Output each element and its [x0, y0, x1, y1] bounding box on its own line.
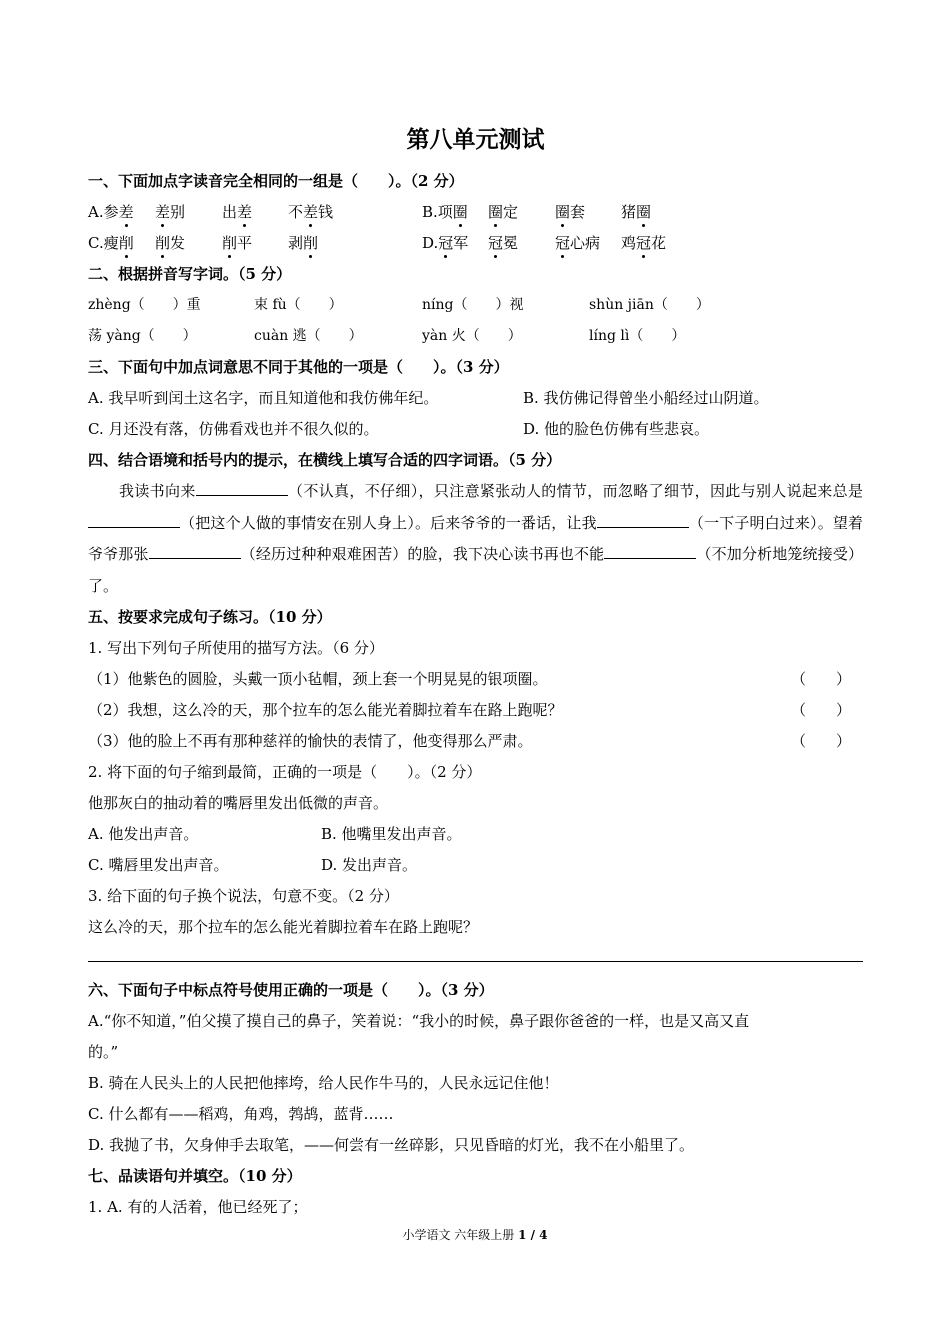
s1-b3: 圈套 — [555, 197, 621, 228]
s3-row-ab — [88, 383, 863, 414]
s1-c3: 削平 — [222, 228, 288, 259]
s1-a3: 出差 — [222, 197, 288, 228]
s5-q1-item-3 — [88, 726, 863, 757]
s2-row-1 — [88, 290, 863, 321]
section-5-heading: 五、按要求完成句子练习。（10 分） — [88, 608, 332, 626]
s5-q1-item-2 — [88, 695, 863, 726]
s1-d3: 冠心病 — [555, 228, 621, 259]
s1-c2: 削发 — [155, 228, 222, 259]
s1-b4: 猪圈 — [621, 197, 651, 228]
s1-d2: 冠冕 — [488, 228, 555, 259]
s2-item: cuàn 逃（ ） — [254, 328, 363, 344]
s2-item: yàn 火（ ） — [422, 328, 522, 344]
section-2-heading: 二、根据拼音写字词。（5 分） — [88, 265, 292, 283]
fill-blank-2[interactable] — [88, 510, 180, 528]
fill-blank-1[interactable] — [196, 478, 288, 496]
s5-q2-row-ab — [88, 819, 863, 850]
fill-blank-5[interactable] — [604, 541, 696, 559]
s1-a4: 不差钱 — [288, 197, 422, 228]
section-1-heading: 一、下面加点字读音完全相同的一组是（ ）。（2 分） — [88, 172, 464, 190]
s3-option-b: B. 我仿佛记得曾坐小船经过山阴道。 — [523, 389, 769, 407]
s5-q2-sentence: 他那灰白的抽动着的嘴唇里发出低微的声音。 — [88, 794, 389, 812]
s3-option-a: A. 我早听到闰土这名字，而且知道他和我仿佛年纪。 — [88, 389, 439, 407]
sentence-text: （2）我想，这么冷的天，那个拉车的怎么能光着脚拉着车在路上跑呢？ — [88, 701, 563, 719]
s4-text: （不认真，不仔细），只注意紧张动人的情节，而忽略了细节，因此与别人说起来总是 — [287, 482, 863, 500]
s4-text: （经历过种种艰难困苦）的脸，我下决心读书再也不能 — [240, 545, 605, 563]
s2-item: 束 fù（ ） — [254, 297, 343, 313]
s1-c4: 剥削 — [288, 228, 422, 259]
s3-row-cd — [88, 414, 863, 445]
fill-blank-4[interactable] — [149, 541, 241, 559]
s1-a2: 差别 — [155, 197, 222, 228]
s1-c1: C.瘦削 — [88, 228, 155, 259]
exam-page — [88, 122, 863, 1223]
s4-text: （一下子明白过来）。望着爷爷那张 — [88, 513, 863, 563]
s4-text: 我读书向来 — [119, 482, 196, 500]
page-footer — [0, 1226, 950, 1243]
s6-option-c: C. 什么都有——稻鸡，角鸡，鹁鸪，蓝背…… — [88, 1105, 394, 1123]
s1-d4: 鸡冠花 — [621, 228, 666, 259]
s2-item: líng lì（ ） — [589, 328, 686, 344]
s7-q1a: 1. A. 有的人活着，他已经死了； — [88, 1198, 308, 1216]
answer-paren[interactable]: （ ） — [790, 732, 851, 750]
s4-text: （不加分析地笼统接受）了。 — [88, 545, 863, 595]
s3-option-c: C. 月还没有落，仿佛看戏也并不很久似的。 — [88, 420, 379, 438]
s4-text: （把这个人做的事情安在别人身上）。后来爷爷的一番话，让我 — [180, 513, 597, 532]
s5-q2-option-d: D. 发出声音。 — [321, 856, 418, 874]
sentence-text: （1）他紫色的圆脸，头戴一顶小毡帽，颈上套一个明晃晃的银项圈。 — [88, 670, 548, 688]
s1-row-ab — [88, 197, 863, 228]
s5-q3-sentence: 这么冷的天，那个拉车的怎么能光着脚拉着车在路上跑呢？ — [88, 918, 479, 936]
s1-d1: D.冠军 — [422, 228, 488, 259]
s6-option-a-line2: 的。” — [88, 1043, 119, 1061]
section-7-heading: 七、品读语句并填空。（10 分） — [88, 1167, 302, 1185]
s1-row-cd — [88, 228, 863, 259]
s2-item: 荡 yàng（ ） — [88, 328, 197, 344]
fill-blank-3[interactable] — [597, 510, 689, 528]
s6-option-d: D. 我抛了书，欠身伸手去取笔，——何尝有一丝碎影，只见昏暗的灯光，我不在小船里了。 — [88, 1136, 695, 1154]
s5-q1: 1. 写出下列句子所使用的描写方法。（6 分） — [88, 639, 384, 657]
page-title: 第八单元测试 — [406, 126, 545, 153]
s2-item: shùn jiān（ ） — [589, 297, 710, 313]
s6-option-b: B. 骑在人民头上的人民把他摔垮，给人民作牛马的，人民永远记住他！ — [88, 1074, 559, 1092]
s5-q3: 3. 给下面的句子换个说法，句意不变。（2 分） — [88, 887, 399, 905]
s1-b2: 圈定 — [488, 197, 555, 228]
s5-q2-row-cd — [88, 850, 863, 881]
section-6-heading: 六、下面句子中标点符号使用正确的一项是（ ）。（3 分） — [88, 981, 494, 999]
s3-option-d: D. 他的脸色仿佛有些悲哀。 — [523, 420, 710, 438]
s5-q2-option-c: C. 嘴唇里发出声音。 — [88, 856, 229, 874]
s5-q2-option-a: A. 他发出声音。 — [88, 825, 199, 843]
s5-q2-option-b: B. 他嘴里发出声音。 — [321, 825, 462, 843]
s6-option-a-line1: A.“你不知道，”伯父摸了摸自己的鼻子，笑着说：“我小的时候，鼻子跟你爸爸的一样，也是又高又直 — [88, 1012, 750, 1030]
s5-q1-item-1 — [88, 664, 863, 695]
s5-q2: 2. 将下面的句子缩到最简，正确的一项是（ ）。（2 分） — [88, 763, 482, 781]
page-number: 1 / 4 — [518, 1228, 548, 1242]
answer-paren[interactable]: （ ） — [790, 670, 851, 688]
section-4-heading: 四、结合语境和括号内的提示，在横线上填写合适的四字词语。（5 分） — [88, 451, 562, 469]
answer-paren[interactable]: （ ） — [790, 701, 851, 719]
s2-item: níng（ ）视 — [422, 297, 524, 313]
footer-label: 小学语文 六年级上册 — [402, 1228, 519, 1242]
section-3-heading: 三、下面句中加点词意思不同于其他的一项是（ ）。（3 分） — [88, 358, 509, 376]
answer-line[interactable] — [88, 943, 863, 962]
s1-a1: A.参差 — [88, 197, 155, 228]
s4-paragraph — [88, 476, 863, 602]
sentence-text: （3）他的脸上不再有那种慈祥的愉快的表情了，他变得那么严肃。 — [88, 732, 533, 750]
s2-row-2 — [88, 321, 863, 352]
s1-b1: B.项圈 — [422, 197, 488, 228]
s2-item: zhèng（ ）重 — [88, 297, 201, 313]
